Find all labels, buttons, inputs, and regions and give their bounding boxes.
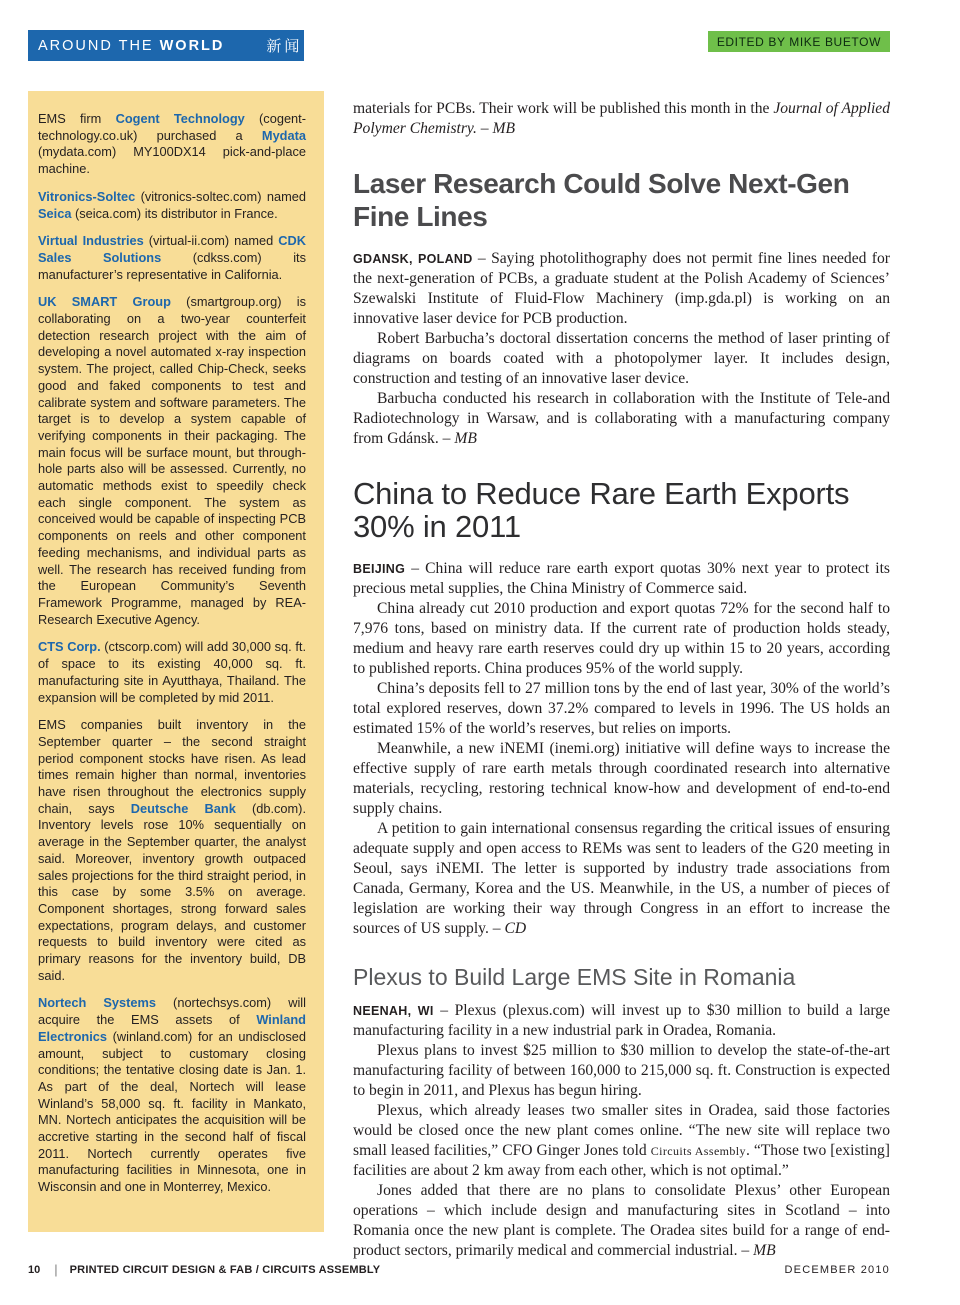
company-name: CDK Sales Solutions bbox=[38, 233, 306, 265]
brief-text: EMS companies built inventory in the September quarter – the second straight period component stocks have risen. As lead times remain higher than normal, inventories have risen throughout the electronics supply chain, says bbox=[38, 717, 306, 816]
section-title: WORLD bbox=[159, 37, 225, 54]
company-name: Virtual Industries bbox=[38, 233, 144, 249]
author-initials: – CD bbox=[488, 920, 527, 937]
news-brief bbox=[38, 233, 306, 283]
article-paragraph: China already cut 2010 production and export quotas 72% for the second half to 7,976 tons, based on ministry data. If the current rate of production holds steady, medium and heavy rare earth reserves could dry up within 15 to 20 years, according to published reports. China produces 95% of the world supply. bbox=[353, 600, 890, 677]
article-paragraph: China’s deposits fell to 27 million tons by the end of last year, 30% of the world’s total explored reserves, down 37.2% compared to levels in 1996. The US holds an estimated 15% of the world’s reserves, but relies on imports. bbox=[353, 680, 890, 737]
author-initials: – MB bbox=[737, 1242, 776, 1259]
brief-text: (virtual-ii.com) named bbox=[143, 233, 279, 249]
company-name: UK SMART Group bbox=[38, 294, 171, 310]
company-name: Vitronics-Soltec bbox=[38, 188, 136, 204]
main-column bbox=[353, 99, 890, 1261]
company-name: Winland Electronics bbox=[38, 1012, 306, 1044]
company-name: Mydata bbox=[261, 127, 306, 143]
news-brief bbox=[38, 111, 306, 178]
author-initials: – MB bbox=[476, 120, 515, 137]
headline-laser-research: Laser Research Could Solve Next-Gen Fine Lines bbox=[353, 168, 850, 232]
section-banner bbox=[28, 30, 304, 61]
article-paragraph: BEIJING – China will reduce rare earth export quotas 30% next year to protect its precious metal supplies, the China Ministry of Commerce said. bbox=[353, 560, 890, 597]
brief-text: (db.com). Inventory levels rose 10% sequentially on average in the September quarter, the analyst said. Moreover, inventory growth outpaced sales projections for the third straight period, in this case by some 3.5% on average. Component shortages, strong forward sales expectations, program delays, and customer requests to build inventory were cited as primary reasons for the inventory build, DB said. bbox=[38, 800, 307, 983]
company-name: Seica bbox=[38, 205, 72, 221]
brief-text: (cdkss.com) its manufacturer’s representative in California. bbox=[38, 249, 306, 282]
news-briefs-sidebar bbox=[28, 91, 324, 1232]
brief-text: (mydata.com) MY100DX14 pick-and-place machine. bbox=[38, 144, 306, 177]
news-brief bbox=[38, 189, 306, 222]
article-paragraph: Barbucha conducted his research in collaboration with the Institute of Tele-and Radiotechnology in Warsaw, and is collaborating with a manufacturing company from Gdánsk. – MB bbox=[353, 390, 890, 447]
dateline: BEIJING bbox=[353, 562, 406, 576]
news-brief bbox=[38, 639, 306, 706]
article-paragraph: GDANSK, POLAND – Saying photolithography does not permit fine lines needed for the next-generation of PCBs, a graduate student at the Polish Academy of Sciences’ Szewalski Institute of Fluid-Flow Machinery (imp.gda.pl) is working on an innovative laser device for PCB production. bbox=[353, 250, 890, 327]
dateline: GDANSK, POLAND bbox=[353, 252, 473, 266]
company-name: Cogent Technology bbox=[115, 111, 245, 126]
brief-text: (nortechsys.com) will acquire the EMS assets of bbox=[38, 995, 306, 1028]
section-prefix: AROUND THE bbox=[38, 37, 154, 54]
brief-text: EMS firm bbox=[38, 111, 116, 126]
company-name: CTS Corp. bbox=[38, 639, 101, 655]
brief-text: (vitronics-soltec.com) named bbox=[135, 188, 306, 204]
headline-plexus-romania: Plexus to Build Large EMS Site in Romania bbox=[353, 964, 796, 990]
article-paragraph: A petition to gain international consensus regarding the critical issues of ensuring adequate supply and open access to REMs was sent to leaders of the G20 meeting in Seoul, says iNEMI. The letter is supported by industry trade associations from Canada, Germany, Korea and the US. Meanwhile, in the US, a number of pieces of legislation are working their way through Congress in an effort to increase the sources of US supply. – CD bbox=[353, 820, 890, 937]
brief-text: (ctscorp.com) will add 30,000 sq. ft. of space to its existing 40,000 sq. ft. manufacturing site in Ayutthaya, Thailand. The expansion will be completed by mid 2011. bbox=[38, 639, 306, 705]
news-brief bbox=[38, 717, 306, 984]
news-brief bbox=[38, 294, 306, 628]
article-paragraph: Meanwhile, a new iNEMI (inemi.org) initiative will define ways to increase the effective supply of rare earth metals through coordinated research into alternative materials, recycling, restoring technical know-how and development of end-to-end supply chains. bbox=[353, 740, 890, 817]
page-number: 10 bbox=[28, 1263, 41, 1276]
article-paragraph: Jones added that there are no plans to consolidate Plexus’ other European operations – which include design and manufacturing sites in Scotland – into Romania once the new plant is complete. The Oradea sites build for a range of end-product sectors, primarily medical and commercial industrial. – MB bbox=[353, 1182, 890, 1259]
author-initials: – MB bbox=[438, 430, 477, 447]
brief-text: (smartgroup.org) is collaborating on a two-year counterfeit detection research project with the aim of developing a novel automated x-ray inspection system. The project, called Chip-Check, seeks good and faked components to test and calibrate system and software parameters. The target is to develop a system capable of verifying components in their packaging. The main focus will be surface mount, but through-hole parts also will be assessed. Currently, no automatic methods exist to speedily check each single component. The system as conceived would be capable of inspecting PCB components on reels and other component feeding mechanisms, and individual parts as well. The research has received funding from the European Community’s Seventh Framework Programme, managed by REA-Research Executive Agency. bbox=[38, 294, 306, 627]
company-name: Deutsche Bank bbox=[130, 800, 236, 816]
news-brief bbox=[38, 995, 306, 1195]
issue-date: DECEMBER 2010 bbox=[784, 1263, 890, 1276]
footer-separator: | bbox=[54, 1262, 58, 1277]
article-paragraph: Robert Barbucha’s doctoral dissertation concerns the method of laser printing of diagrams on boards coated with a photopolymer layer. It includes design, construction and testing of an innovative laser device. bbox=[353, 330, 890, 387]
continued-paragraph: materials for PCBs. Their work will be published this month in the Journal of Applied Polymer Chemistry. – MB bbox=[353, 100, 890, 137]
article-paragraph: Plexus plans to invest $25 million to $30 million to develop the state-of-the-art manufacturing facility of between 160,000 to 215,000 sq. ft. Construction is expected to begin in 2011, and Plexus has begun hiring. bbox=[353, 1042, 890, 1099]
headline-rare-earth-exports: China to Reduce Rare Earth Exports 30% in 2011 bbox=[353, 476, 850, 544]
brief-text: (winland.com) for an undisclosed amount, subject to customary closing conditions; the tentative closing date is Jan. 1. As part of the deal, Nortech will lease Winland’s 58,000 sq. ft. facility in Mankato, MN. Nortech anticipates the acquisition will be accretive starting in the second half of fiscal 2011. Nortech currently operates five manufacturing facilities in Minnesota, one in Wisconsin and one in Monterrey, Mexico. bbox=[38, 1028, 306, 1195]
article-paragraph: NEENAH, WI – Plexus (plexus.com) will invest up to $30 million to build a large manufacturing facility in a new industrial park in Oradea, Romania. bbox=[353, 1002, 891, 1039]
page-footer bbox=[28, 1262, 890, 1277]
section-chinese-label: 新闻 bbox=[266, 37, 303, 55]
company-name: Nortech Systems bbox=[38, 995, 157, 1011]
editor-credit: EDITED BY MIKE BUETOW bbox=[708, 31, 890, 52]
brief-text: (seica.com) its distributor in France. bbox=[71, 205, 278, 221]
magazine-name: Circuits Assembly bbox=[650, 1144, 746, 1158]
journal-title: Journal of Applied Polymer Chemistry. bbox=[353, 100, 890, 137]
dateline: NEENAH, WI bbox=[353, 1004, 434, 1018]
publication-name: PRINTED CIRCUIT DESIGN & FAB / CIRCUITS ASSEMBLY bbox=[69, 1263, 381, 1276]
article-paragraph: Plexus, which already leases two smaller sites in Oradea, said those factories would be closed once the new plant comes online. “The new site will replace two small leased facilities,” CFO Ginger Jones told Circuits Assembly. “Those two [existing] facilities are about 2 km away from each other, which is not optimal.” bbox=[353, 1102, 890, 1179]
brief-text: (cogent-technology.co.uk) purchased a bbox=[38, 111, 306, 143]
